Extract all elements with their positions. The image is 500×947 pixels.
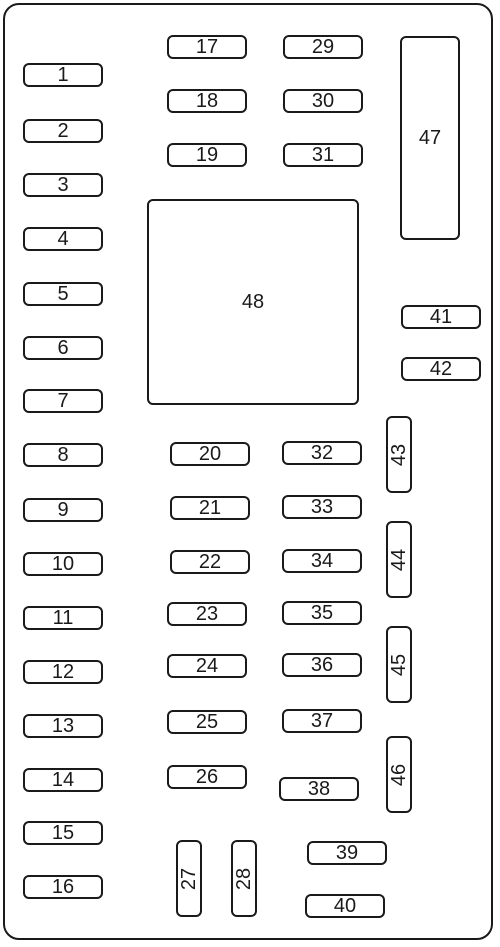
- fuse-label: 36: [310, 654, 334, 676]
- fuse-27[interactable]: [176, 840, 202, 917]
- fuse-46[interactable]: [386, 736, 412, 813]
- fuse-26[interactable]: [167, 765, 247, 789]
- relay-label: 47: [418, 126, 442, 149]
- fuse-1[interactable]: [23, 63, 103, 87]
- fuse-label: 42: [429, 358, 453, 380]
- relay-47[interactable]: [400, 36, 460, 240]
- fuse-label: 22: [198, 551, 222, 573]
- fuse-3[interactable]: [23, 173, 103, 197]
- fuse-label: 40: [333, 895, 357, 917]
- fuse-panel-outline: [3, 3, 493, 940]
- fuse-label: 13: [51, 715, 75, 737]
- fuse-16[interactable]: [23, 875, 103, 899]
- fuse-8[interactable]: [23, 443, 103, 467]
- fuse-label: 5: [57, 283, 69, 305]
- fuse-22[interactable]: [170, 550, 250, 574]
- fuse-7[interactable]: [23, 389, 103, 413]
- fuse-label: 46: [388, 763, 410, 786]
- fuse-31[interactable]: [283, 143, 363, 167]
- fuse-label: 20: [198, 443, 222, 465]
- fuse-39[interactable]: [307, 841, 387, 865]
- fuse-label: 21: [198, 497, 222, 519]
- fuse-11[interactable]: [23, 606, 103, 630]
- fuse-label: 2: [57, 120, 69, 142]
- fuse-label: 10: [51, 553, 75, 575]
- fuse-12[interactable]: [23, 660, 103, 684]
- fuse-24[interactable]: [167, 654, 247, 678]
- fuse-label: 39: [335, 842, 359, 864]
- fuse-36[interactable]: [282, 653, 362, 677]
- fuse-label: 33: [310, 496, 334, 518]
- fuse-43[interactable]: [386, 416, 412, 493]
- fuse-label: 29: [311, 36, 335, 58]
- fuse-42[interactable]: [401, 357, 481, 381]
- fuse-21[interactable]: [170, 496, 250, 520]
- fuse-label: 38: [307, 778, 331, 800]
- fuse-40[interactable]: [305, 894, 385, 918]
- fuse-label: 30: [311, 90, 335, 112]
- fuse-label: 34: [310, 550, 334, 572]
- fuse-25[interactable]: [167, 710, 247, 734]
- fuse-label: 1: [57, 64, 69, 86]
- fuse-label: 15: [51, 822, 75, 844]
- fuse-23[interactable]: [167, 602, 247, 626]
- relay-48[interactable]: [147, 199, 359, 405]
- fuse-label: 18: [195, 90, 219, 112]
- fuse-14[interactable]: [23, 768, 103, 792]
- fuse-2[interactable]: [23, 119, 103, 143]
- fuse-label: 41: [429, 306, 453, 328]
- fuse-32[interactable]: [282, 441, 362, 465]
- fuse-label: 4: [57, 228, 69, 250]
- fuse-35[interactable]: [282, 601, 362, 625]
- fuse-label: 45: [388, 653, 410, 676]
- fuse-18[interactable]: [167, 89, 247, 113]
- fuse-label: 43: [388, 443, 410, 466]
- fuse-label: 7: [57, 390, 69, 412]
- fuse-41[interactable]: [401, 305, 481, 329]
- fuse-label: 24: [195, 655, 219, 677]
- fuse-label: 11: [52, 607, 74, 629]
- fuse-label: 23: [195, 603, 219, 625]
- fuse-label: 28: [233, 867, 255, 890]
- fuse-label: 44: [388, 548, 410, 571]
- fuse-6[interactable]: [23, 336, 103, 360]
- fuse-29[interactable]: [283, 35, 363, 59]
- fuse-label: 26: [195, 766, 219, 788]
- fuse-4[interactable]: [23, 227, 103, 251]
- fuse-5[interactable]: [23, 282, 103, 306]
- fuse-15[interactable]: [23, 821, 103, 845]
- fuse-30[interactable]: [283, 89, 363, 113]
- fuse-label: 9: [57, 499, 69, 521]
- fuse-37[interactable]: [282, 709, 362, 733]
- fuse-label: 31: [311, 144, 335, 166]
- fuse-45[interactable]: [386, 626, 412, 703]
- fuse-17[interactable]: [167, 35, 247, 59]
- fuse-label: 27: [178, 867, 200, 890]
- fuse-44[interactable]: [386, 521, 412, 598]
- fuse-34[interactable]: [282, 549, 362, 573]
- fuse-label: 19: [195, 144, 219, 166]
- fuse-10[interactable]: [23, 552, 103, 576]
- fuse-label: 14: [51, 769, 75, 791]
- fuse-13[interactable]: [23, 714, 103, 738]
- fuse-label: 6: [57, 337, 69, 359]
- relay-label: 48: [241, 290, 265, 313]
- fuse-38[interactable]: [279, 777, 359, 801]
- fuse-label: 17: [195, 36, 219, 58]
- fuse-9[interactable]: [23, 498, 103, 522]
- fuse-label: 8: [57, 444, 69, 466]
- fuse-20[interactable]: [170, 442, 250, 466]
- fuse-label: 32: [310, 442, 334, 464]
- fuse-label: 16: [51, 876, 75, 898]
- fuse-33[interactable]: [282, 495, 362, 519]
- fuse-label: 3: [57, 174, 69, 196]
- fuse-label: 12: [51, 661, 75, 683]
- fuse-label: 37: [310, 710, 334, 732]
- fuse-19[interactable]: [167, 143, 247, 167]
- fuse-label: 25: [195, 711, 219, 733]
- fuse-label: 35: [310, 602, 334, 624]
- fuse-28[interactable]: [231, 840, 257, 917]
